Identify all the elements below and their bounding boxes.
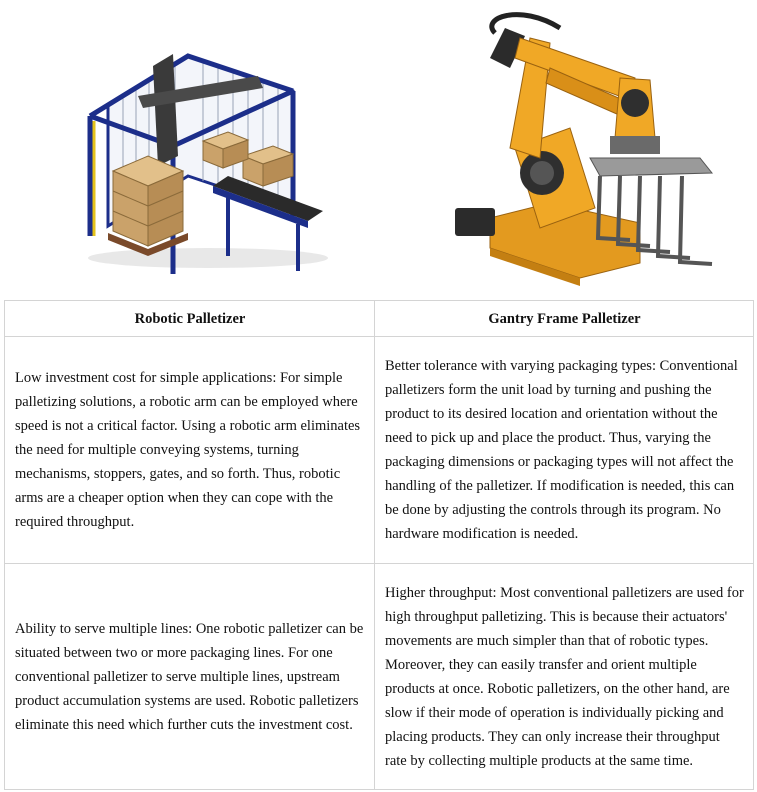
gantry-advantage-text: Better tolerance with varying packaging types: Conventional palletizers form the unit load by turning and pushing the product to its desired location and orientation without the need to pick up and place the product. Thus, varying the packaging dimensions or packaging types will not affect the handling of the palletizer. If modification is needed, this can be done by adjusting the controls through its program. No hardware modification is needed.	[385, 358, 738, 542]
table-row	[5, 337, 754, 564]
robotic-advantage-text: Low investment cost for simple applications: For simple palletizing solutions, a robotic arm can be employed where speed is not a critical factor. Using a robotic arm eliminates the need for multiple conveying systems, turning mechanisms, stoppers, gates, and so forth. Thus, robotic arms are a cheaper option when they can cope with the required throughput.	[15, 370, 361, 530]
header-gantry-frame-palletizer: Gantry Frame Palletizer	[375, 301, 754, 337]
table-cell	[375, 564, 754, 790]
images-row	[0, 0, 757, 300]
robotic-arm-image	[450, 8, 718, 286]
comparison-table	[4, 300, 754, 790]
gantry-advantage-text: Higher throughput: Most conventional palletizers are used for high throughput palletizing. This is because their actuators' movements are much simpler than that of robotic types. Moreover, they can easily transfer and orient multiple products at once. Robotic palletizers, on the other hand, are slow if their mode of operation is individually picking and placing products. They can only increase their throughput rate by collecting multiple products at the same time.	[385, 584, 744, 769]
robotic-advantage-text: Ability to serve multiple lines: One robotic palletizer can be situated between two or more packaging lines. For one conventional palletizer to serve multiple lines, upstream product accumulation systems are used. Robotic palletizers eliminate this need which further cuts the investment cost.	[15, 620, 364, 733]
table-cell	[5, 564, 375, 790]
table-cell	[375, 337, 754, 564]
table-cell	[5, 337, 375, 564]
gantry-palletizer-image	[78, 36, 330, 276]
table-header-row	[5, 301, 754, 337]
table-row	[5, 564, 754, 790]
header-robotic-palletizer: Robotic Palletizer	[5, 301, 375, 337]
